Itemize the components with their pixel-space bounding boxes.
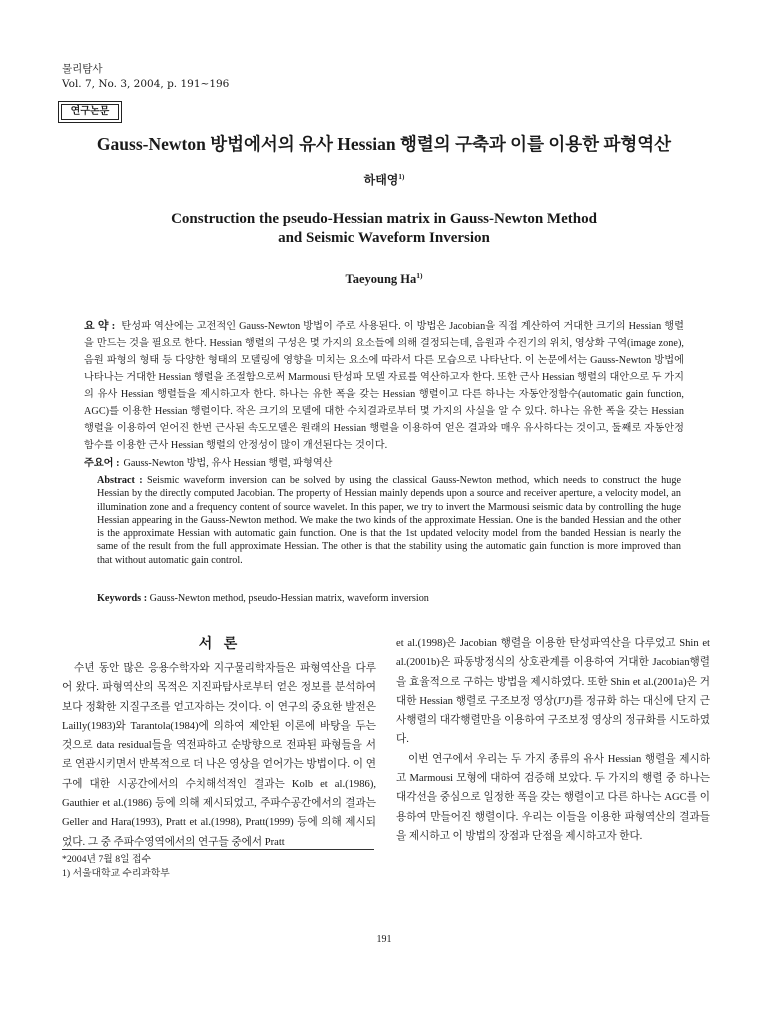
title-english-line1: Construction the pseudo-Hessian matrix in Gauss-Newton Method [171,211,597,227]
keywords-english-text: Gauss-Newton method, pseudo-Hessian matrix, waveform inversion [149,593,429,604]
footnote-received: *2004년 7월 8일 접수 [62,854,151,865]
author-english-name: Taeyoung Ha [345,272,417,286]
journal-name: 물리탐사 [62,63,103,75]
footnotes [62,853,374,881]
page-number: 191 [376,934,392,945]
abstract-korean-text: 탄성파 역산에는 고전적인 Gauss-Newton 방법이 주로 사용된다. 이 방법은 Jacobian을 직접 계산하여 거대한 크기의 Hessian 행렬을 만드는 것을 필요로 한다. Hessian 행렬의 구성은 몇 가지의 요소들에 의해 결정되는데, 음원과 수진기의 위치, 영상화 구역(image zone), 음원 파형의 형태 등 다양한 형태의 모델링에 영향을 미치는 요소에 따라서 다른 모습으로 나타난다. 이 논문에서는 Gauss-Newton 방법에 나타나는 거대한 Hessian 행렬을 조절함으로써 Marmousi 탄성파 모델 자료를 역산하고자 한다. 또한 근사 Hessian 행렬의 대안으로 두 가지의 유사 Hessian 행렬들을 제시하고자 한다. 하나는 유한 폭을 갖는 Hessian 행렬이고 다른 하나는 자동안정함수(automatic gain function, AGC)를 이용한 Hessian 행렬이다. 작은 크기의 모델에 대한 수치결과로부터 몇 가지의 사실을 알 수 있다. 하나는 유한 폭을 갖는 Hessian 행렬을 이용하여 얻어진 한번 근사된 속도모델은 원래의 Hessian 행렬을 이용하여 얻은 결과와 매우 유사하다는 것이고, 둘째로 자동안정함수를 이용한 근사 Hessian 행렬의 안정성이 많이 개선된다는 것이다. [84,321,684,451]
body-right-column [396,634,710,846]
abstract-korean [84,318,684,454]
footnote-divider [62,849,374,850]
abstract-english-text: Seismic waveform inversion can be solved by using the classical Gauss-Newton method, which needs to construct the huge Hessian by the directly computed Jacobian. The property of Hessian mainly depends upon a source and receiver aperture, a velocity model, an illumination zone and a frequency content of source wavelet. In this paper, we try to invert the Marmousi seismic data by controlling the huge Hessian appearing in the Gauss-Newton method. We make the two kinds of the approximate Hessian. One is the banded Hessian and the other is the approximate Hessian with automatic gain function. One is that the 1st updated velocity model from the banded Hessian is nearly the same of the result from the full approximate Hessian. The other is that the stability using the automatic gain function is more improved than that without automatic gain control. [97,475,681,566]
abstract-korean-label: 요 약 : [84,320,116,332]
author-korean-affil: 1) [398,173,405,181]
keywords-english-label: Keywords : [97,593,148,604]
keywords-korean-label: 주요어 : [84,458,120,469]
author-english-affil: 1) [416,270,423,280]
keywords-english [97,593,681,604]
body-left-column: 수년 동안 많은 응용수학자와 지구물리학자들은 파형역산을 다루어 왔다. 파형역산의 목적은 지진파탐사로부터 얻은 정보를 분석하여 보다 정확한 지질구조를 얻고자하는 것이다. 이 연구의 중요한 발전은 Lailly(1983)와 Tarantola(1984)에 의하여 제안된 이론에 바탕을 두는 것으로 data residual들을 역전파하고 순방향으로 전파된 파형들을 서로 연관시키면서 반복적으로 더 나은 영상을 얻어가는 방법이다. 이 연구에 대한 시공간에서의 수치해석적인 결과는 Kolb et al.(1986), Gauthier et al.(1986) 등에 의해 제시되었고, 주파수공간에서의 결과는 Geller and Hara(1993), Pratt et al.(1998), Pratt(1999) 등에 의해 제시되었다. 그 중 주파수영역에서의 연구들 중에서 Pratt [62,663,376,848]
section-heading-introduction: 서 론 [198,637,242,652]
author-english [60,272,708,287]
keywords-korean [84,454,684,469]
abstract-english-label: Abstract : [97,475,143,486]
title-english [60,210,708,248]
author-korean [60,171,708,188]
paper-type-badge [58,101,122,123]
body-right-paragraph-1: et al.(1998)은 Jacobian 행렬을 이용한 탄성파역산을 다루었고 Shin et al.(2001b)은 파동방정식의 상호관계를 이용하여 거대한 Jacobian행렬을 효율적으로 구하는 방법을 제시하였다. 또한 Shin et al.(2001a)은 거대한 Hessian 행렬로 구조보정 영상(JᵀJ)를 정규화 하는 대신에 단지 근사행렬의 대각행렬만을 이용하여 구조보정 영상의 정규화를 시도하였다. [396,638,710,746]
title-english-line2: and Seismic Waveform Inversion [278,230,490,246]
keywords-korean-text: Gauss-Newton 방법, 유사 Hessian 행렬, 파형역산 [123,458,333,469]
footnote-affiliation: 1) 서울대학교 수리과학부 [62,868,170,879]
title-korean: Gauss-Newton 방법에서의 유사 Hessian 행렬의 구축과 이를 이용한 파형역산 [96,134,672,154]
abstract-english [97,474,681,567]
journal-volume: Vol. 7, No. 3, 2004, p. 191~196 [62,78,230,90]
journal-header [62,62,229,92]
paper-type-label: 연구논문 [61,104,119,120]
author-korean-name: 하태영 [363,173,399,187]
body-right-paragraph-2: 이번 연구에서 우리는 두 가지 종류의 유사 Hessian 행렬을 제시하고 Marmousi 모형에 대하여 검증해 보았다. 두 가지의 행렬 중 하나는 대각선을 중심으로 일정한 폭을 갖는 행렬이고 다른 하나는 AGC를 이용하여 만들어진 행렬이다. 우리는 이들을 이용한 파형역산의 결과들을 제시하고 이 방법의 장점과 단점을 제시하고자 한다. [396,753,710,842]
